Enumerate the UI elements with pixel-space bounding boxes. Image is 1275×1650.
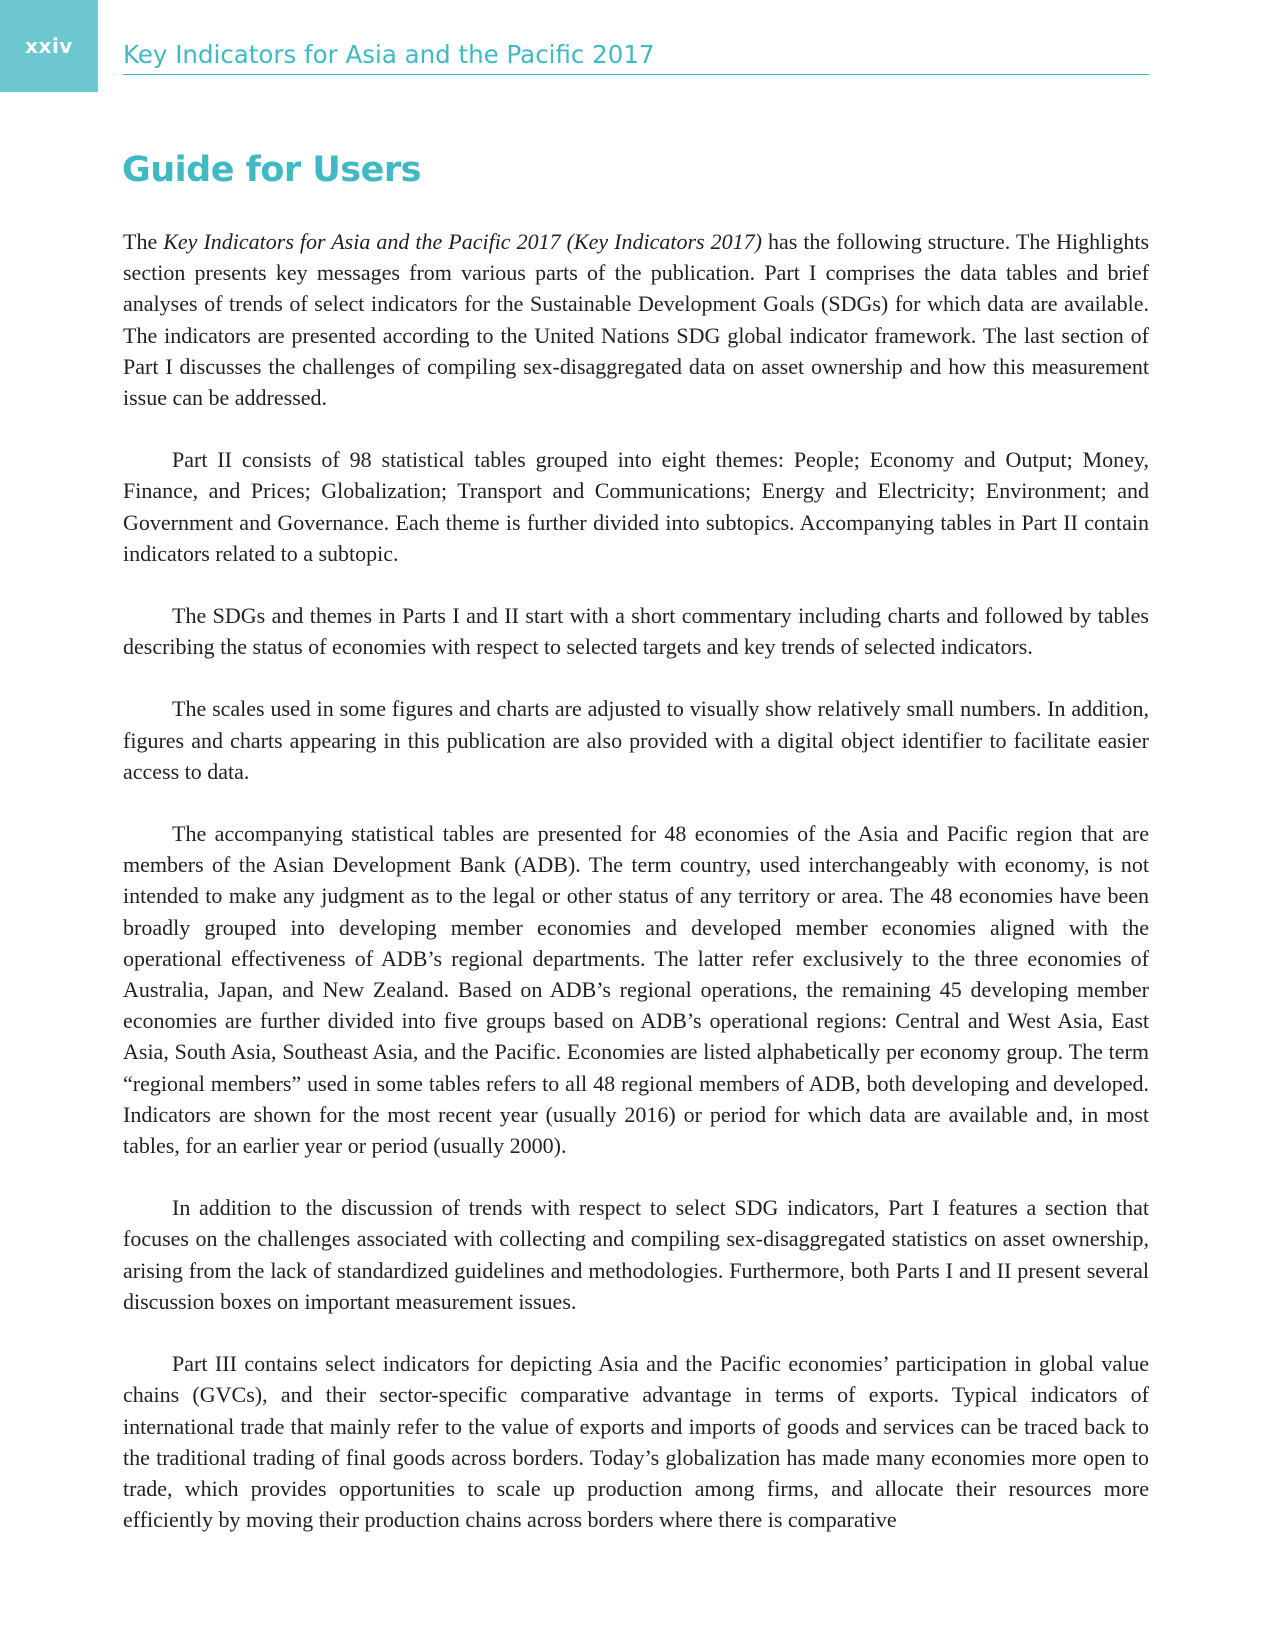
paragraph: The scales used in some figures and charts are adjusted to visually show relatively small numbers. In addition, figures and charts appearing in this publication are also provided with a digital object identifier to facilitate easier access to data. <box>123 696 1149 784</box>
paragraph: Part III contains select indicators for depicting Asia and the Pacific economies’ participation in global value chains (GVCs), and their sector-specific comparative advantage in terms of exports. Typical indicators of international trade that mainly refer to the value of exports and imports of goods and services can be traced back to the traditional trading of final goods across borders. Today’s globalization has made many economies more open to trade, which provides opportunities to scale up production among firms, and allocate their resources more efficiently by moving their production chains across borders where there is comparative <box>123 1351 1149 1533</box>
page-number-tab <box>0 0 98 92</box>
body-text <box>123 226 1149 1566</box>
paragraph: The accompanying statistical tables are presented for 48 economies of the Asia and Pacific region that are members of the Asian Development Bank (ADB). The term country, used interchangeably with economy, is not intended to make any judgment as to the legal or other status of any territory or area. The 48 economies have been broadly grouped into developing member economies and developed member economies aligned with the operational effectiveness of ADB’s regional departments. The latter refer exclusively to the three economies of Australia, Japan, and New Zealand. Based on ADB’s regional operations, the remaining 45 developing member economies are further divided into five groups based on ADB’s operational regions: Central and West Asia, East Asia, South Asia, Southeast Asia, and the Pacific. Economies are listed alphabetically per economy group. The term “regional members” used in some tables refers to all 48 regional members of ADB, both developing and developed. Indicators are shown for the most recent year (usually 2016) or period for which data are available and, in most tables, for an earlier year or period (usually 2000). <box>123 821 1149 1159</box>
page-number: xxiv <box>25 34 73 58</box>
publication-title: Key Indicators for Asia and the Pacific 2017 (Key Indicators 2017) <box>163 229 762 254</box>
paragraph: Part II consists of 98 statistical tables grouped into eight themes: People; Economy and Output; Money, Finance, and Prices; Globalization; Transport and Communications; Energy and Electricity; Environment; and Government and Governance. Each theme is further divided into subtopics. Accompanying tables in Part II contain indicators related to a subtopic. <box>123 447 1149 566</box>
paragraph: The SDGs and themes in Parts I and II start with a short commentary including charts and followed by tables describing the status of economies with respect to selected targets and key trends of selected indicators. <box>123 603 1149 660</box>
intro-lead: The <box>123 229 164 254</box>
section-title: Guide for Users <box>122 150 421 190</box>
intro-rest: has the following structure. The Highlights section presents key messages from various parts of the publication. Part I comprises the data tables and brief analyses of trends of select indicators for the Sustainable Development Goals (SDGs) for which data are available. The indicators are presented according to the United Nations SDG global indicator framework. The last section of Part I discusses the challenges of compiling sex-disaggregated data on asset ownership and how this measurement issue can be addressed. <box>123 229 1150 411</box>
paragraph: In addition to the discussion of trends with respect to select SDG indicators, Part I features a section that focuses on the challenges associated with collecting and compiling sex-disaggregated statistics on asset ownership, arising from the lack of standardized guidelines and methodologies. Furthermore, both Parts I and II present several discussion boxes on important measurement issues. <box>123 1195 1149 1314</box>
intro-paragraph <box>123 226 1149 413</box>
running-header <box>123 40 1149 75</box>
running-title: Key Indicators for Asia and the Pacific 2017 <box>123 40 655 69</box>
